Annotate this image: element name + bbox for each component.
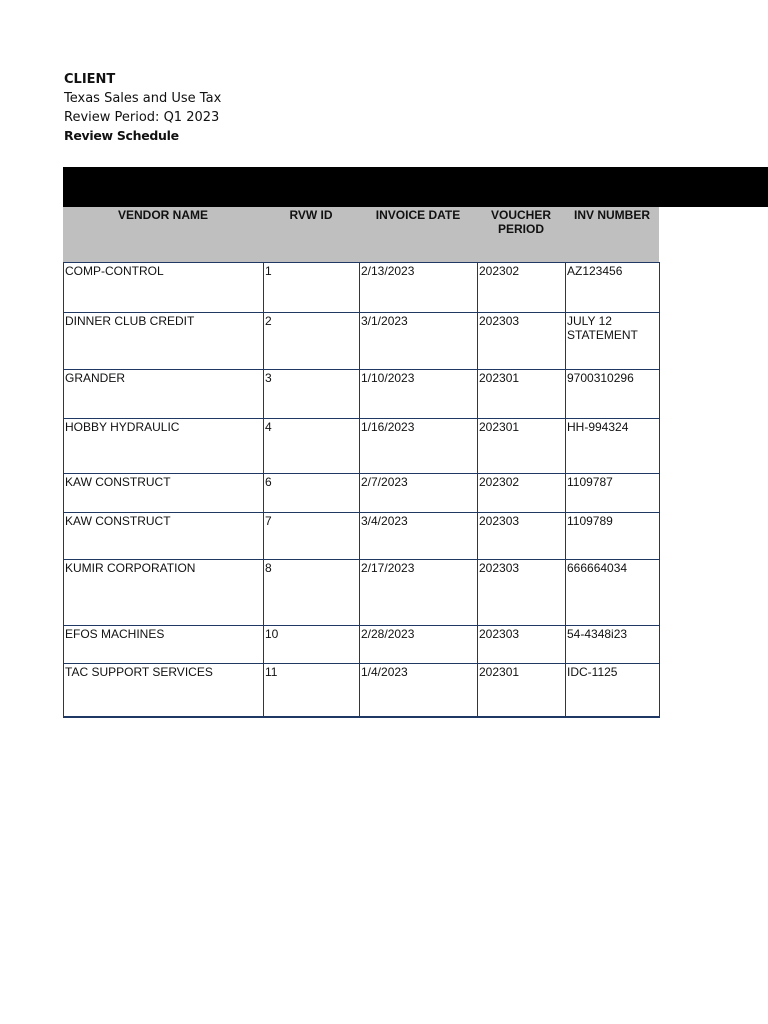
table-header-row: [63, 207, 659, 262]
table-row: [64, 626, 660, 664]
column-header-vendor-name: VENDOR NAME: [117, 208, 208, 222]
voucher-period-cell: 202301: [478, 664, 566, 717]
inv-number-cell: 1109787: [566, 474, 660, 513]
inv-number-cell: IDC-1125: [566, 664, 660, 717]
column-header-rvw-id: RVW ID: [289, 208, 333, 222]
document-title: Texas Sales and Use Tax: [64, 91, 222, 106]
vendor-name-cell: KAW CONSTRUCT: [64, 474, 264, 513]
document-header: [64, 70, 464, 144]
voucher-period-cell: 202302: [478, 263, 566, 313]
table-row: [64, 263, 660, 313]
voucher-period-cell: 202303: [478, 560, 566, 626]
voucher-period-cell: 202302: [478, 474, 566, 513]
inv-number-cell: 54-4348i23: [566, 626, 660, 664]
review-schedule-table: [63, 262, 660, 718]
rvw-id-cell: 4: [264, 419, 360, 474]
inv-number-cell: 666664034: [566, 560, 660, 626]
table-row: [64, 664, 660, 717]
invoice-date-cell: 3/1/2023: [360, 313, 478, 370]
vendor-name-cell: EFOS MACHINES: [64, 626, 264, 664]
invoice-date-cell: 3/4/2023: [360, 513, 478, 560]
client-label: CLIENT: [64, 72, 116, 87]
rvw-id-cell: 10: [264, 626, 360, 664]
vendor-name-cell: GRANDER: [64, 370, 264, 419]
header-band: [63, 167, 768, 207]
inv-number-cell: JULY 12 STATEMENT: [566, 313, 660, 370]
vendor-name-cell: COMP-CONTROL: [64, 263, 264, 313]
vendor-name-cell: DINNER CLUB CREDIT: [64, 313, 264, 370]
invoice-date-cell: 1/4/2023: [360, 664, 478, 717]
table-row: [64, 560, 660, 626]
rvw-id-cell: 3: [264, 370, 360, 419]
inv-number-cell: 9700310296: [566, 370, 660, 419]
table-row: [64, 313, 660, 370]
rvw-id-cell: 2: [264, 313, 360, 370]
inv-number-cell: AZ123456: [566, 263, 660, 313]
invoice-date-cell: 2/13/2023: [360, 263, 478, 313]
vendor-name-cell: KAW CONSTRUCT: [64, 513, 264, 560]
voucher-period-cell: 202301: [478, 419, 566, 474]
voucher-period-cell: 202303: [478, 513, 566, 560]
voucher-period-cell: 202301: [478, 370, 566, 419]
rvw-id-cell: 1: [264, 263, 360, 313]
rvw-id-cell: 11: [264, 664, 360, 717]
invoice-date-cell: 1/10/2023: [360, 370, 478, 419]
invoice-date-cell: 2/7/2023: [360, 474, 478, 513]
table-row: [64, 419, 660, 474]
rvw-id-cell: 8: [264, 560, 360, 626]
schedule-title: Review Schedule: [64, 128, 179, 143]
rvw-id-cell: 7: [264, 513, 360, 560]
column-header-voucher-period: VOUCHER PERIOD: [490, 208, 551, 236]
inv-number-cell: HH-994324: [566, 419, 660, 474]
table-row: [64, 474, 660, 513]
column-header-inv-number: INV NUMBER: [573, 208, 650, 222]
invoice-date-cell: 2/28/2023: [360, 626, 478, 664]
vendor-name-cell: KUMIR CORPORATION: [64, 560, 264, 626]
inv-number-cell: 1109789: [566, 513, 660, 560]
rvw-id-cell: 6: [264, 474, 360, 513]
table-row: [64, 513, 660, 560]
invoice-date-cell: 2/17/2023: [360, 560, 478, 626]
column-header-invoice-date: INVOICE DATE: [375, 208, 461, 222]
invoice-date-cell: 1/16/2023: [360, 419, 478, 474]
vendor-name-cell: TAC SUPPORT SERVICES: [64, 664, 264, 717]
review-period: Review Period: Q1 2023: [64, 110, 220, 125]
voucher-period-cell: 202303: [478, 313, 566, 370]
voucher-period-cell: 202303: [478, 626, 566, 664]
vendor-name-cell: HOBBY HYDRAULIC: [64, 419, 264, 474]
table-row: [64, 370, 660, 419]
